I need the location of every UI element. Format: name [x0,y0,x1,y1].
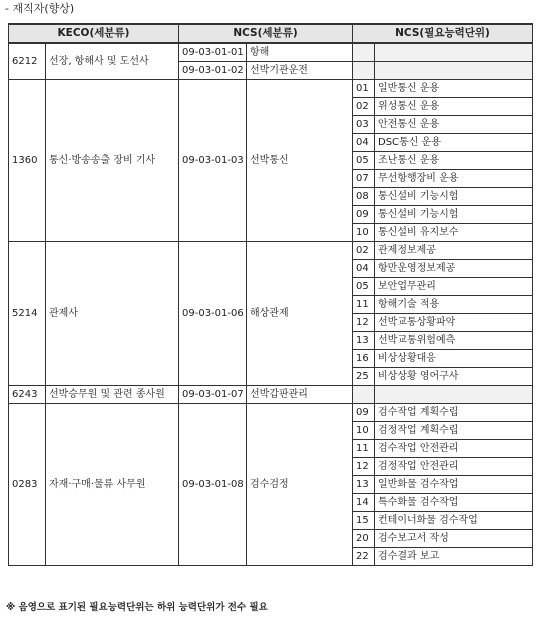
unit-no: 16 [353,350,375,368]
unit-no-empty [353,43,375,62]
unit-name: 무선항행장비 운용 [375,170,533,188]
table-row [9,386,533,404]
unit-name: 컨테이너화물 검수작업 [375,512,533,530]
ncs-sub-code: 09-03-01-01 [179,43,247,62]
table-row [9,80,533,98]
header-ncs-sub: NCS(세분류) [179,24,353,43]
unit-no: 13 [353,476,375,494]
ncs-sub-name: 선박기관운전 [247,62,353,80]
unit-no: 15 [353,512,375,530]
ncs-sub-name: 검수검정 [247,404,353,566]
unit-name: 안전통신 운용 [375,116,533,134]
footnote: ※ 음영으로 표기된 필요능력단위는 하위 능력단위가 전수 필요 [6,602,268,613]
unit-name: 항만운영정보제공 [375,260,533,278]
unit-name-empty [375,43,533,62]
ncs-sub-code: 09-03-01-07 [179,386,247,404]
caption: - 재직자(향상) [5,2,75,15]
unit-name: 일반화물 검수작업 [375,476,533,494]
unit-no: 12 [353,314,375,332]
unit-name: 위성통신 운용 [375,98,533,116]
keco-name: 선장, 항해사 및 도선사 [46,43,179,80]
unit-no: 02 [353,98,375,116]
table-body [9,43,533,566]
ncs-sub-name: 선박통신 [247,80,353,242]
ncs-sub-name: 선박갑판관리 [247,386,353,404]
unit-name-empty [375,62,533,80]
table-row [9,242,533,260]
unit-no: 04 [353,134,375,152]
header-keco: KECO(세분류) [9,24,179,43]
unit-name-empty [375,386,533,404]
unit-name: 검정작업 계획수립 [375,422,533,440]
unit-no: 05 [353,278,375,296]
unit-name: 통신설비 유지보수 [375,224,533,242]
header-ncs-unit: NCS(필요능력단위) [353,24,533,43]
unit-name: 검수결과 보고 [375,548,533,566]
ncs-sub-name: 항해 [247,43,353,62]
unit-name: 통신설비 기능시험 [375,188,533,206]
unit-no: 09 [353,206,375,224]
unit-name: 검수작업 계획수립 [375,404,533,422]
ncs-mapping-table [8,23,533,566]
table-row [9,404,533,422]
unit-name: DSC통신 운용 [375,134,533,152]
unit-name: 검수보고서 작성 [375,530,533,548]
keco-name: 자재·구매·물류 사무원 [46,404,179,566]
keco-code: 6243 [9,386,46,404]
unit-no: 09 [353,404,375,422]
unit-no-empty [353,62,375,80]
ncs-sub-code: 09-03-01-08 [179,404,247,566]
unit-no: 22 [353,548,375,566]
unit-name: 통신설비 기능시험 [375,206,533,224]
unit-name: 보안업무관리 [375,278,533,296]
unit-no: 11 [353,296,375,314]
unit-no: 08 [353,188,375,206]
keco-code: 6212 [9,43,46,80]
unit-no: 13 [353,332,375,350]
unit-no: 20 [353,530,375,548]
keco-code: 5214 [9,242,46,386]
unit-name: 검정작업 안전관리 [375,458,533,476]
header-row [9,24,533,43]
unit-name: 조난통신 운용 [375,152,533,170]
table-row [9,43,533,62]
unit-name: 일반통신 운용 [375,80,533,98]
keco-name: 통신·방송송출 장비 기사 [46,80,179,242]
unit-no: 25 [353,368,375,386]
ncs-sub-code: 09-03-01-06 [179,242,247,386]
unit-no: 14 [353,494,375,512]
ncs-sub-code: 09-03-01-02 [179,62,247,80]
unit-name: 검수작업 안전관리 [375,440,533,458]
unit-no: 02 [353,242,375,260]
unit-no: 10 [353,224,375,242]
unit-name: 선박교통위험예측 [375,332,533,350]
unit-name: 선박교통상황파악 [375,314,533,332]
unit-name: 항해기술 적용 [375,296,533,314]
unit-no: 07 [353,170,375,188]
unit-no: 01 [353,80,375,98]
unit-no-empty [353,386,375,404]
unit-no: 03 [353,116,375,134]
unit-no: 11 [353,440,375,458]
unit-no: 10 [353,422,375,440]
keco-name: 선박승무원 및 관련 종사원 [46,386,179,404]
unit-no: 12 [353,458,375,476]
unit-no: 05 [353,152,375,170]
keco-name: 관제사 [46,242,179,386]
unit-no: 04 [353,260,375,278]
unit-name: 비상상황대응 [375,350,533,368]
ncs-sub-name: 해상관제 [247,242,353,386]
keco-code: 0283 [9,404,46,566]
unit-name: 특수화물 검수작업 [375,494,533,512]
keco-code: 1360 [9,80,46,242]
unit-name: 비상상황 영어구사 [375,368,533,386]
ncs-sub-code: 09-03-01-03 [179,80,247,242]
unit-name: 관제정보제공 [375,242,533,260]
